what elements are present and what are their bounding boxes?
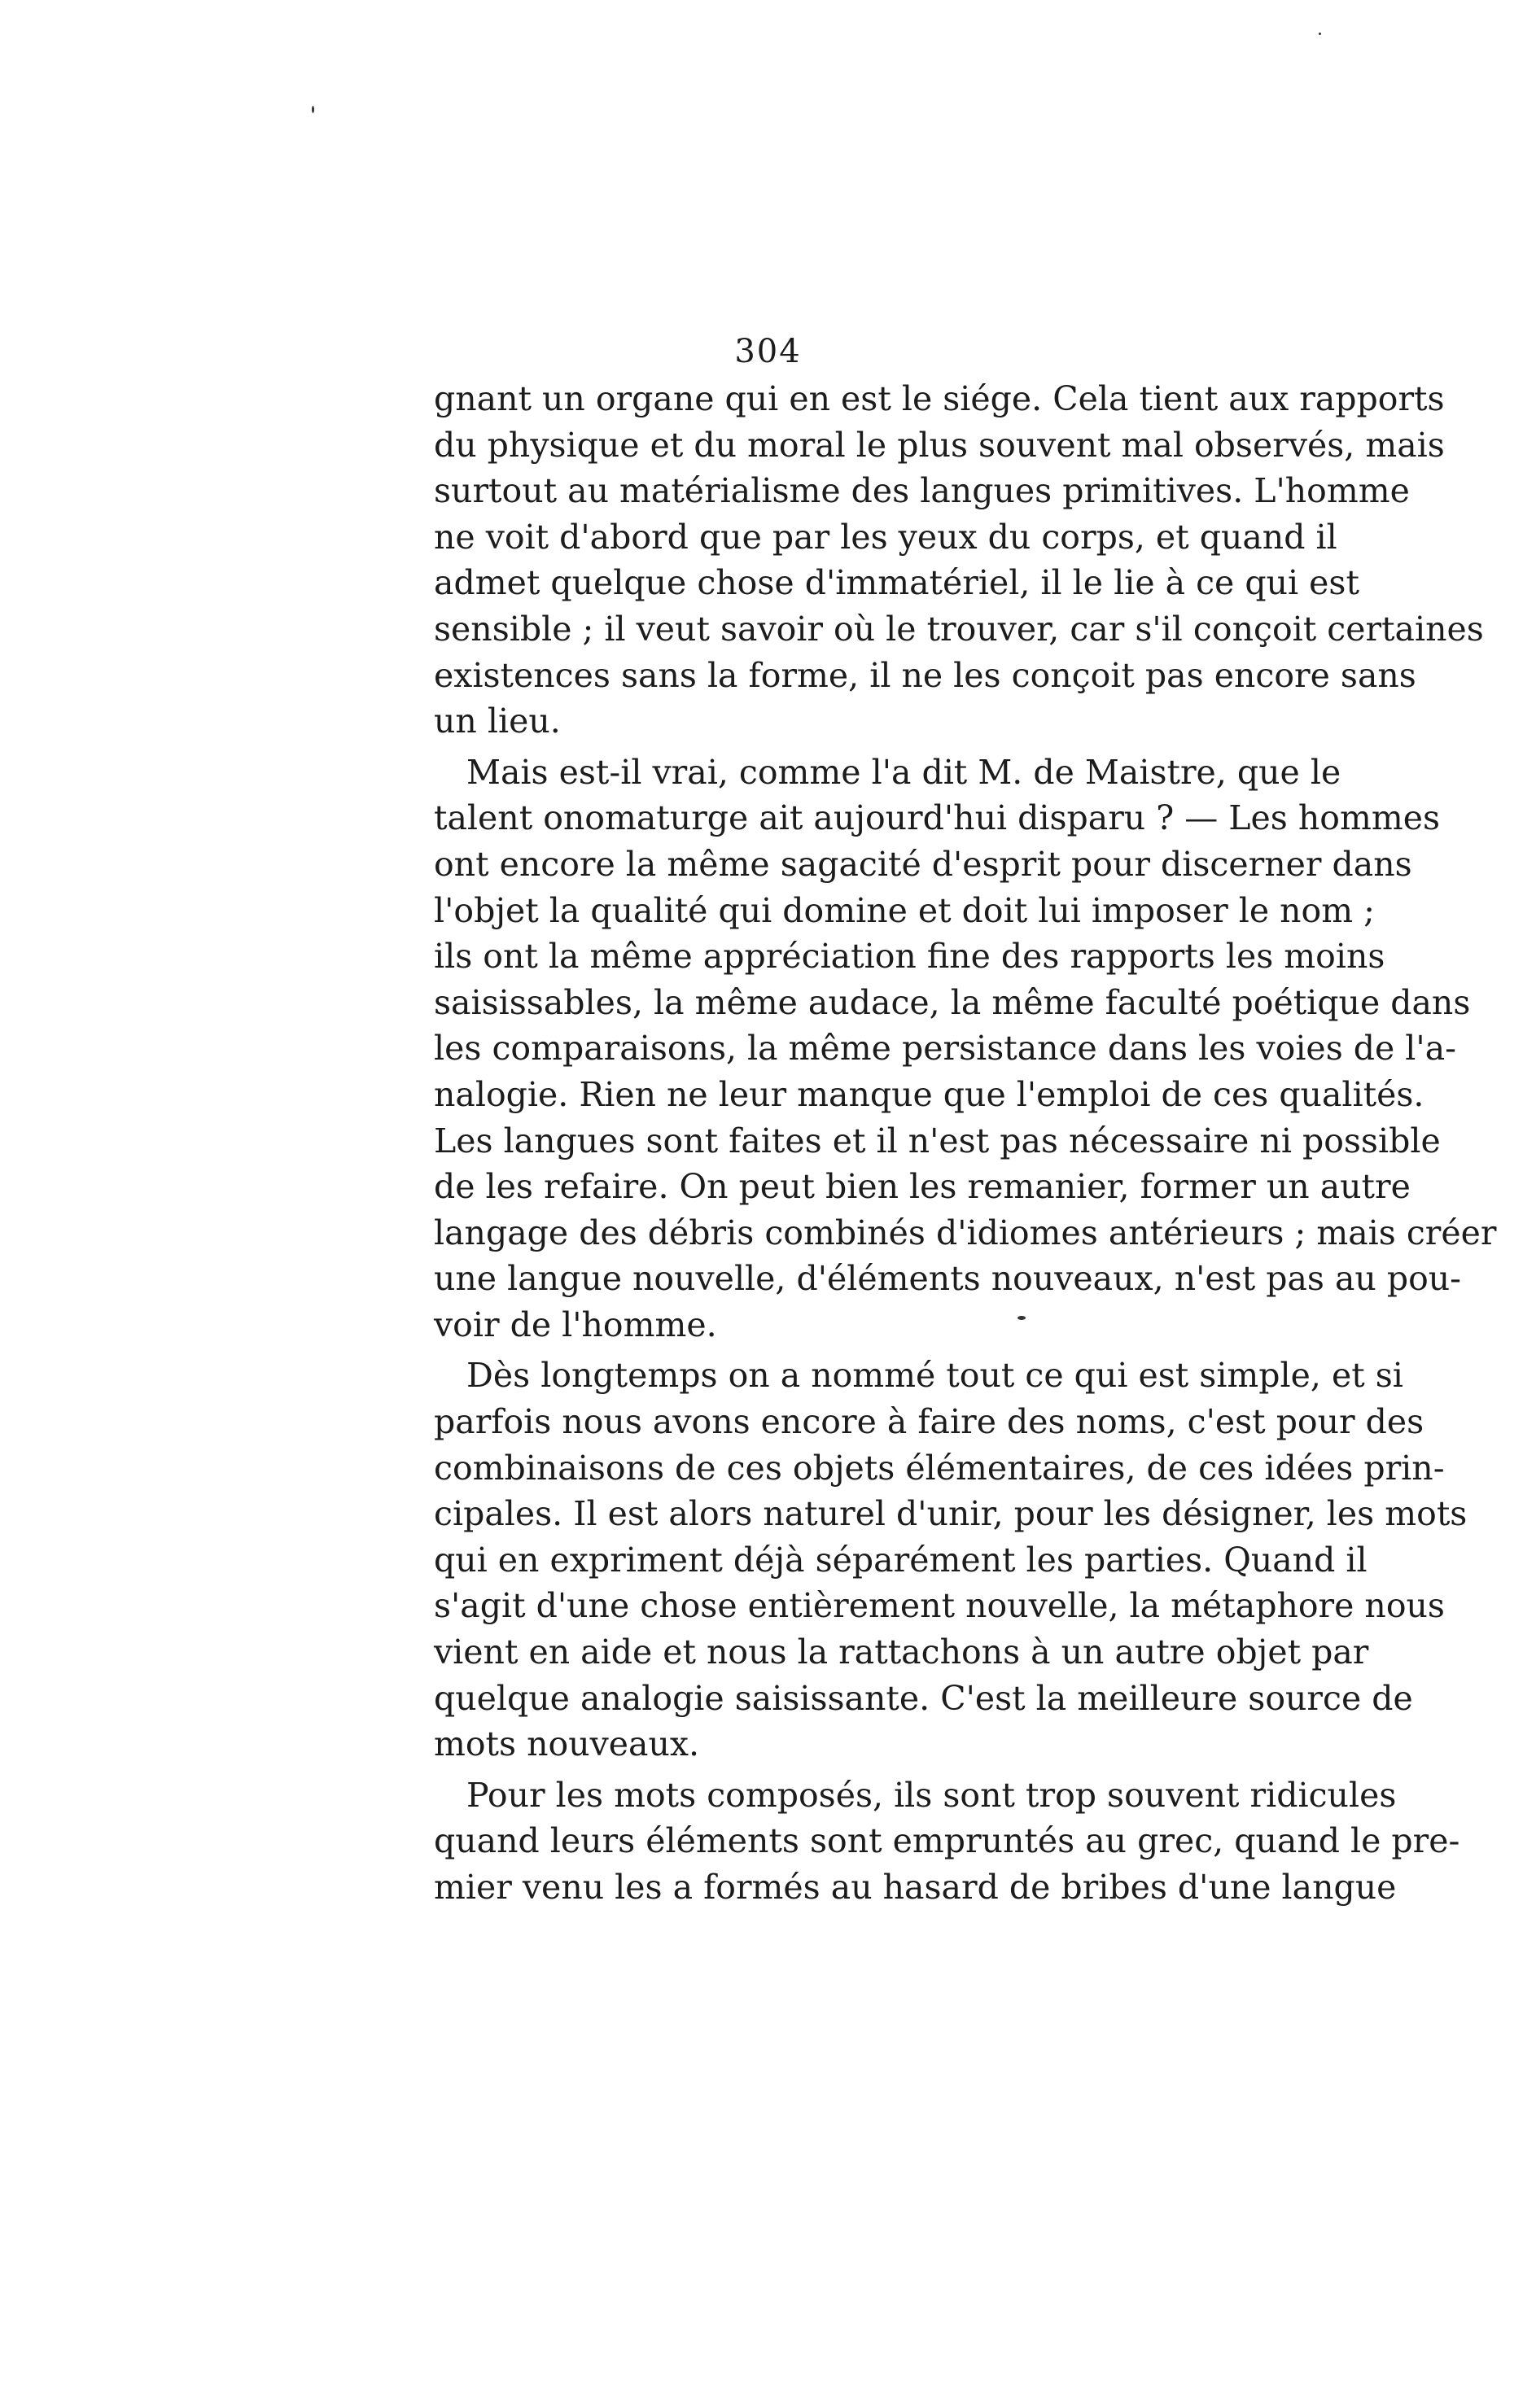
text-line: mots nouveaux. — [434, 1724, 700, 1764]
text-line: s'agit d'une chose entièrement nouvelle, la métaphore nous — [434, 1586, 1445, 1626]
text-line: un lieu. — [434, 701, 561, 741]
paragraph — [434, 749, 1497, 1348]
text-line: Pour les mots composés, ils sont trop souvent ridicules — [466, 1775, 1397, 1815]
text-line: nalogie. Rien ne leur manque que l'emploi de ces qualités. — [434, 1074, 1424, 1114]
text-line: de les refaire. On peut bien les remanier, former un autre — [434, 1167, 1411, 1207]
text-line: du physique et du moral le plus souvent mal observés, mais — [434, 425, 1445, 465]
page-number: 304 — [734, 333, 802, 370]
text-line: qui en expriment déjà séparément les parties. Quand il — [434, 1540, 1368, 1580]
text-line: parfois nous avons encore à faire des noms, c'est pour des — [434, 1402, 1424, 1442]
text-line: mier venu les a formés au hasard de bribes d'une langue — [434, 1868, 1397, 1907]
text-line: voir de l'homme. — [434, 1305, 717, 1344]
text-line: sensible ; il veut savoir où le trouver, car s'il conçoit certaines — [434, 609, 1484, 649]
text-line: gnant un organe qui en est le siége. Cela tient aux rapports — [434, 379, 1445, 418]
text-line: ils ont la même appréciation fine des rapports les moins — [434, 937, 1385, 977]
text-line: langage des débris combinés d'idiomes antérieurs ; mais créer — [434, 1213, 1497, 1252]
text-line: talent onomaturge ait aujourd'hui disparu ? — Les hommes — [434, 798, 1441, 838]
text-line: saisissables, la même audace, la même faculté poétique dans — [434, 982, 1471, 1022]
scan-speck — [1017, 1316, 1026, 1320]
paragraph — [434, 1772, 1460, 1911]
text-line: vient en aide et nous la rattachons à un autre objet par — [434, 1632, 1369, 1672]
text-line: les comparaisons, la même persistance dans les voies de l'a- — [434, 1029, 1456, 1069]
text-line: existences sans la forme, il ne les conçoit pas encore sans — [434, 655, 1416, 695]
text-line: quelque analogie saisissante. C'est la meilleure source de — [434, 1678, 1413, 1718]
text-line: une langue nouvelle, d'éléments nouveaux, n'est pas au pou- — [434, 1259, 1462, 1299]
paragraph — [434, 376, 1484, 745]
body-text — [434, 376, 1497, 1911]
text-line: Dès longtemps on a nommé tout ce qui est simple, et si — [466, 1356, 1403, 1396]
text-line: ne voit d'abord que par les yeux du corps, et quand il — [434, 517, 1337, 557]
text-line: Les langues sont faites et il n'est pas nécessaire ni possible — [434, 1121, 1441, 1160]
text-line: Mais est-il vrai, comme l'a dit M. de Maistre, que le — [466, 752, 1341, 792]
text-line: cipales. Il est alors naturel d'unir, pour les désigner, les mots — [434, 1494, 1468, 1534]
text-line: ont encore la même sagacité d'esprit pour discerner dans — [434, 844, 1412, 884]
text-line: quand leurs éléments sont empruntés au grec, quand le pre- — [434, 1821, 1460, 1861]
text-line: surtout au matérialisme des langues primitives. L'homme — [434, 471, 1410, 511]
text-line: l'objet la qualité qui domine et doit lui imposer le nom ; — [434, 890, 1375, 930]
text-line: admet quelque chose d'immatériel, il le lie à ce qui est — [434, 563, 1359, 603]
paragraph — [434, 1353, 1468, 1767]
text-line: combinaisons de ces objets élémentaires, de ces idées prin- — [434, 1448, 1445, 1488]
scan-speck — [312, 106, 314, 113]
scan-speck — [1319, 33, 1321, 35]
